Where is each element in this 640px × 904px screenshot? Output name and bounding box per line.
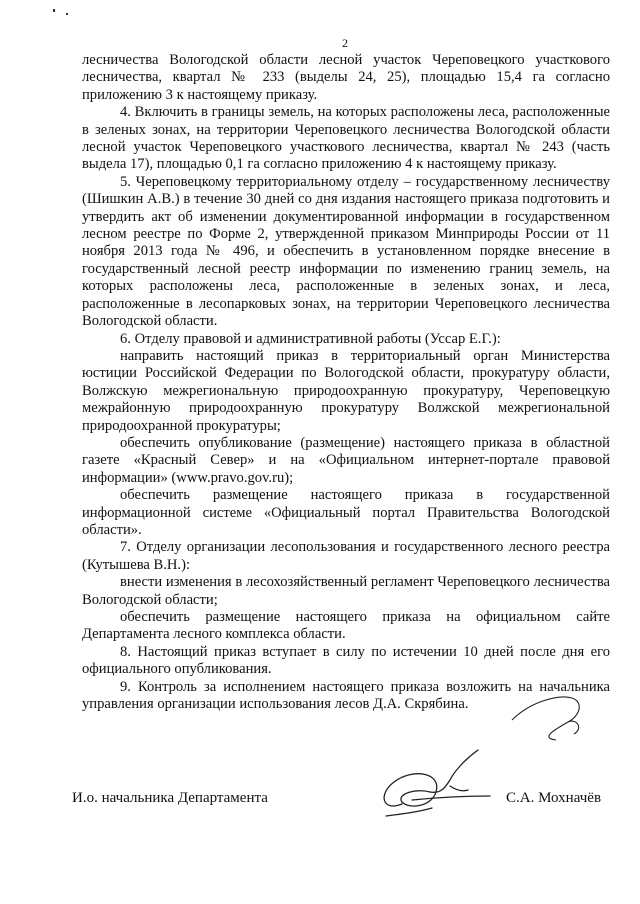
order-paragraph: 6. Отделу правовой и административной работы (Уссар Е.Г.): [120,330,501,347]
order-paragraph: лесничества Вологодской области лесной участок Череповецкого участкового лесничества, квартал № 233 (выделы 24, 25), площадью 15,4 га согласно приложению 3 к настоящему приказу. [82,52,610,103]
order-paragraph: внести изменения в лесохозяйственный регламент Череповецкого лесничества Вологодской области; [82,574,610,608]
order-paragraph: обеспечить размещение настоящего приказа в государственной информационной системе «Официальный портал Правительства Вологодской области». [82,487,610,538]
signatory-name: С.А. Мохначёв [506,790,602,806]
order-paragraph: 9. Контроль за исполнением настоящего приказа возложить на начальника управления организации использования лесов Д.А. Скрябина. [82,678,610,713]
handwritten-signature [372,742,512,832]
scan-speck [53,9,55,12]
handwritten-strike-mark [510,694,610,744]
scan-speck [66,13,68,15]
order-paragraph: обеспечить размещение настоящего приказа на официальном сайте Департамента лесного комплекса области. [82,609,610,643]
order-paragraph: 5. Череповецкому территориальному отделу – государственному лесничеству (Шишкин А.В.) в течение 30 дней со дня издания настоящего приказа подготовить и утвердить акт об изменении документированной информации в государственном лесном реестре по Форме 2, утвержденной приказом Минприроды России от 11 ноября 2013 года № 496, и обеспечить в установленном порядке внесение в государственный лесной реестр информации по изменению границ земель, на которых расположены леса, расположенные в зеленых зонах, и леса, расположенные в лесопарковых зонах, на территории Череповецкого лесничества Вологодской области. [82,173,610,330]
order-paragraph: обеспечить опубликование (размещение) настоящего приказа в областной газете «Красный Север» и на «Официальном интернет-портале правовой информации» (www.pravo.gov.ru); [82,434,610,486]
order-paragraph: 7. Отделу организации лесопользования и государственного лесного реестра (Кутышева В.Н.): [82,539,610,573]
order-paragraph: 8. Настоящий приказ вступает в силу по истечении 10 дней после дня его официального опубликования. [82,643,610,678]
order-paragraph: направить настоящий приказ в территориальный орган Министерства юстиции Российской Федерации по Вологодской области, прокуратуру области, Волжскую межрегиональную природоохранную прокуратуру, Череповецкую межрайонную природоохранную прокуратуру Волжской межрегиональной природоохранной прокуратуры; [82,347,610,434]
signatory-position: И.о. начальника Департамента [72,790,268,806]
order-paragraph: 4. Включить в границы земель, на которых расположены леса, расположенные в зеленых зонах, на территории Череповецкого лесничества Вологодской области лесной участок Череповецкого участкового лесничества, квартал № 243 (часть выдела 17), площадью 0,1 га согласно приложению 4 к настоящему приказу. [82,104,610,173]
order-text [82,52,610,713]
page-number: 2 [342,36,348,50]
